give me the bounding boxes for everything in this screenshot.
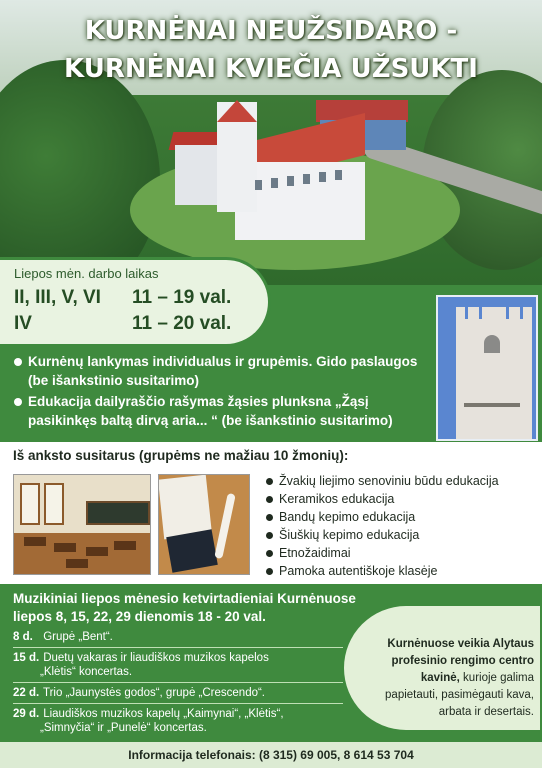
concert-event [13, 651, 343, 683]
event-text: Grupė „Bent“. [43, 631, 113, 643]
activity-item: Etnožaidimai [266, 544, 499, 562]
poster-title [0, 12, 542, 88]
title-line-2: KURNĖNAI KVIEČIA UŽSUKTI [64, 54, 478, 84]
concert-event [13, 630, 343, 648]
hours-caption: Liepos mėn. darbo laikas [14, 266, 159, 281]
hours-days: IV [14, 313, 32, 334]
cafe-bold: Kurnėnuose veikia Alytaus profesinio rengimo centro kavinė, [387, 638, 534, 684]
activity-item: Pamoka autentiškoje klasėje [266, 562, 499, 580]
event-text: Trio „Jaunystės godos“, grupė „Crescendo“. [43, 687, 266, 699]
window [319, 172, 326, 182]
hours-time: 11 – 20 val. [132, 313, 232, 334]
concerts-heading: Muzikiniai liepos mėnesio ketvirtadieniai Kurnėnuose [13, 591, 356, 606]
desk [114, 541, 136, 550]
cafe-text [374, 636, 534, 721]
hours-days: II, III, V, VI [14, 287, 101, 308]
concerts-dates: liepos 8, 15, 22, 29 dienomis 18 - 20 val. [13, 609, 266, 624]
calligraphy-photo [158, 474, 250, 575]
services-list [14, 352, 434, 432]
event-text-2: „Simnyčia“ ir „Punelė“ koncertas. [40, 722, 207, 734]
activity-item: Žvakių liejimo senoviniu būdu edukacija [266, 472, 499, 490]
quill-icon [214, 493, 236, 559]
concert-schedule [13, 630, 343, 741]
window [303, 174, 310, 184]
hours-row [14, 313, 232, 335]
classroom-window [20, 483, 40, 525]
window [335, 170, 342, 180]
title-line-1: KURNĖNAI NEUŽSIDARO - [84, 16, 458, 46]
activity-item: Šiuškių kepimo edukacija [266, 526, 499, 544]
group-heading: Iš anksto susitarus (grupėms ne mažiau 10 žmonių): [13, 448, 349, 463]
event-text: Liaudiškos muzikos kapelų „Kaimynai“, „Klėtis“, [43, 708, 284, 720]
event-text-2: „Klėtis“ koncertas. [40, 666, 133, 678]
hero-photo [0, 0, 542, 285]
event-date: 15 d. [13, 652, 40, 664]
event-date: 8 d. [13, 631, 33, 643]
event-text: Duetų vakaras ir liaudiškos muzikos kapelos [43, 652, 269, 664]
event-date: 22 d. [13, 687, 40, 699]
event-date: 29 d. [13, 708, 40, 720]
group-activities [266, 472, 499, 580]
tower-window [484, 335, 500, 353]
book [166, 529, 218, 572]
window [255, 180, 262, 190]
blackboard [86, 501, 150, 525]
church-building [175, 100, 375, 250]
group-section [0, 442, 542, 584]
concert-event [13, 707, 343, 738]
desk [24, 537, 46, 546]
desk [66, 559, 88, 568]
cafe-panel [344, 606, 540, 730]
window [271, 178, 278, 188]
desk [54, 543, 76, 552]
tower-sign [464, 403, 520, 407]
desk [86, 547, 108, 556]
service-item: Edukacija dailyraščio rašymas žąsies plunksna „Žąsį pasikinkęs baltą dirvą aria... “ (be išankstinio susitarimo) [14, 392, 434, 430]
footer-contacts: Informacija telefonais: (8 315) 69 005, 8 614 53 704 [0, 742, 542, 768]
concerts-section [0, 584, 542, 742]
classroom-window [44, 483, 64, 525]
hours-panel [0, 260, 268, 344]
cafe-rest: kurioje galima papietauti, pasimėgauti kava, arbata ir desertais. [385, 672, 534, 718]
tower-photo [436, 295, 538, 441]
window [287, 176, 294, 186]
activity-item: Bandų kepimo edukacija [266, 508, 499, 526]
hours-row [14, 287, 232, 309]
concert-event [13, 686, 343, 704]
tower-roof [217, 100, 257, 122]
service-item: Kurnėnų lankymas individualus ir grupėmis. Gido paslaugos (be išankstinio susitarimo) [14, 352, 434, 390]
activity-item: Keramikos edukacija [266, 490, 499, 508]
hours-time: 11 – 19 val. [132, 287, 232, 308]
classroom-photo [13, 474, 151, 575]
